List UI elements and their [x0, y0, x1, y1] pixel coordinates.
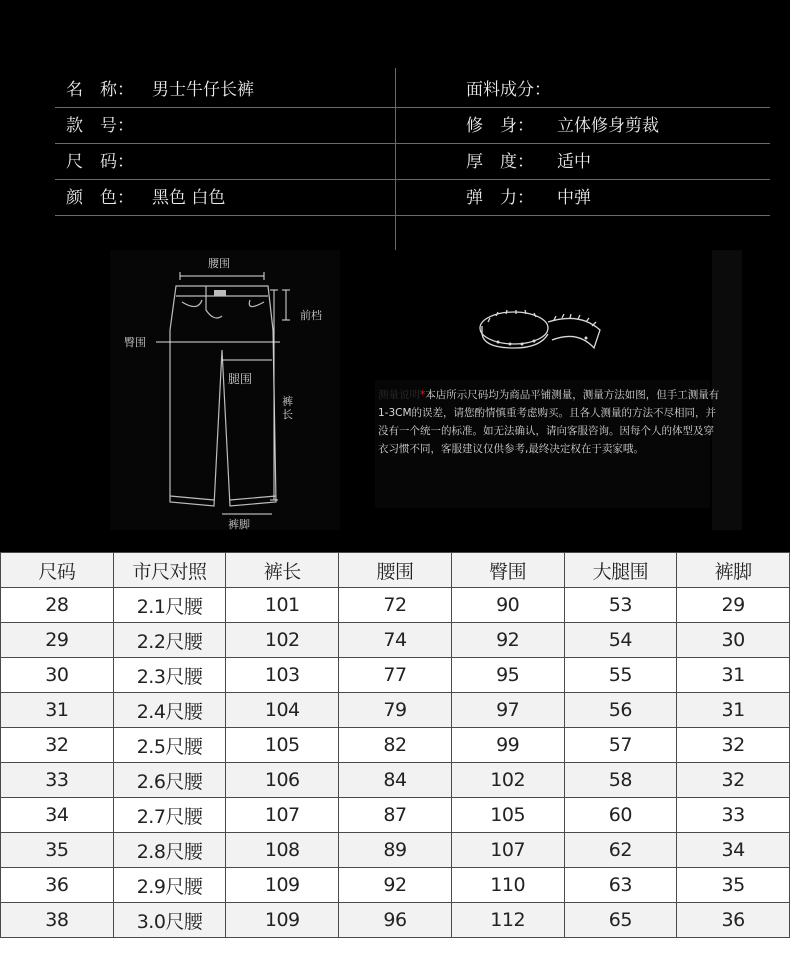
- cell-hem: 33: [677, 798, 790, 833]
- pants-outline-icon: [110, 250, 340, 530]
- spec-key-style-no: 款 号：: [66, 116, 134, 136]
- table-row: [1, 868, 790, 903]
- header-waist: 腰围: [339, 553, 452, 588]
- cell-length: 102: [226, 623, 339, 658]
- cell-waist: 96: [339, 903, 452, 938]
- size-chart-table: [0, 552, 790, 938]
- size-chart-header-row: [1, 553, 790, 588]
- note-star: *: [420, 389, 426, 401]
- spec-key-color: 颜 色：: [66, 188, 134, 208]
- cell-hip: 95: [451, 658, 564, 693]
- cell-length: 104: [226, 693, 339, 728]
- header-hem: 裤脚: [677, 553, 790, 588]
- cell-length: 103: [226, 658, 339, 693]
- cell-waist: 74: [339, 623, 452, 658]
- cell-size: 31: [1, 693, 114, 728]
- cell-length: 106: [226, 763, 339, 798]
- spec-key-thickness: 厚 度：: [466, 152, 534, 172]
- spec-value-name: 男士牛仔长裤: [152, 80, 254, 100]
- cell-length: 105: [226, 728, 339, 763]
- header-size: 尺码: [1, 553, 114, 588]
- cell-size: 28: [1, 588, 114, 623]
- header-chinese-size: 市尺对照: [113, 553, 226, 588]
- cell-hem: 31: [677, 693, 790, 728]
- note-text: 本店所示尺码均为商品平铺测量，测量方法如图，但手工测量有1-3CM的误差，请您酌情慎重考虑购买。且各人测量的方法不尽相同，并没有一个统一的标准。如无法确认，请向客服咨询。因每个人的体型及穿衣习惯不同，客服建议仅供参考,最终决定权在于卖家哦。: [378, 389, 720, 455]
- cell-thigh: 55: [564, 658, 677, 693]
- cell-size: 29: [1, 623, 114, 658]
- cell-length: 101: [226, 588, 339, 623]
- cell-hem: 35: [677, 868, 790, 903]
- header-length: 裤长: [226, 553, 339, 588]
- note-heading: 测量说明: [378, 389, 420, 401]
- cell-chinese-size: 2.1尺腰: [113, 588, 226, 623]
- cell-size: 35: [1, 833, 114, 868]
- cell-hem: 32: [677, 728, 790, 763]
- cell-size: 30: [1, 658, 114, 693]
- cell-hip: 107: [451, 833, 564, 868]
- cell-hip: 97: [451, 693, 564, 728]
- table-row: [1, 658, 790, 693]
- table-row: [1, 588, 790, 623]
- spec-key-fit: 修 身：: [466, 116, 534, 136]
- cell-thigh: 56: [564, 693, 677, 728]
- tape-measure-icon: [470, 300, 610, 360]
- spec-value-color: 黑色 白色: [152, 188, 226, 208]
- cell-length: 109: [226, 868, 339, 903]
- spec-value-stretch: 中弹: [557, 188, 591, 208]
- cell-hem: 29: [677, 588, 790, 623]
- cell-hip: 102: [451, 763, 564, 798]
- table-row: [1, 903, 790, 938]
- cell-chinese-size: 2.7尺腰: [113, 798, 226, 833]
- cell-chinese-size: 2.8尺腰: [113, 833, 226, 868]
- spec-row-size: [55, 144, 770, 180]
- header-thigh: 大腿围: [564, 553, 677, 588]
- table-row: [1, 763, 790, 798]
- cell-thigh: 58: [564, 763, 677, 798]
- spec-row-name: [55, 72, 770, 108]
- cell-waist: 72: [339, 588, 452, 623]
- cell-waist: 84: [339, 763, 452, 798]
- cell-chinese-size: 3.0尺腰: [113, 903, 226, 938]
- cell-hip: 105: [451, 798, 564, 833]
- cell-length: 107: [226, 798, 339, 833]
- spec-key-fabric: 面料成分：: [466, 80, 551, 100]
- spec-row-color: [55, 180, 770, 216]
- spec-value-fit: 立体修身剪裁: [557, 116, 659, 136]
- cell-hip: 90: [451, 588, 564, 623]
- cell-chinese-size: 2.6尺腰: [113, 763, 226, 798]
- spec-key-name: 名 称：: [66, 80, 134, 100]
- cell-chinese-size: 2.2尺腰: [113, 623, 226, 658]
- table-row: [1, 833, 790, 868]
- cell-waist: 82: [339, 728, 452, 763]
- cell-hip: 92: [451, 623, 564, 658]
- cell-hip: 99: [451, 728, 564, 763]
- table-row: [1, 693, 790, 728]
- cell-chinese-size: 2.9尺腰: [113, 868, 226, 903]
- cell-size: 33: [1, 763, 114, 798]
- measurement-note: [378, 386, 723, 458]
- cell-hem: 32: [677, 763, 790, 798]
- cell-thigh: 63: [564, 868, 677, 903]
- cell-size: 32: [1, 728, 114, 763]
- table-row: [1, 728, 790, 763]
- label-hem: 裤脚: [228, 518, 250, 531]
- table-row: [1, 798, 790, 833]
- cell-hem: 30: [677, 623, 790, 658]
- spec-column-divider: [395, 68, 396, 250]
- spec-row-style-no: [55, 108, 770, 144]
- label-hip: 臀围: [124, 336, 146, 349]
- cell-size: 38: [1, 903, 114, 938]
- cell-waist: 92: [339, 868, 452, 903]
- spec-value-thickness: 适中: [557, 152, 591, 172]
- cell-thigh: 60: [564, 798, 677, 833]
- cell-thigh: 65: [564, 903, 677, 938]
- size-chart: [0, 552, 790, 938]
- cell-hem: 31: [677, 658, 790, 693]
- cell-waist: 89: [339, 833, 452, 868]
- cell-length: 108: [226, 833, 339, 868]
- cell-hip: 112: [451, 903, 564, 938]
- spec-key-stretch: 弹 力：: [466, 188, 534, 208]
- cell-thigh: 57: [564, 728, 677, 763]
- table-row: [1, 623, 790, 658]
- cell-size: 34: [1, 798, 114, 833]
- cell-waist: 77: [339, 658, 452, 693]
- cell-thigh: 62: [564, 833, 677, 868]
- spec-key-size: 尺 码：: [66, 152, 134, 172]
- cell-chinese-size: 2.3尺腰: [113, 658, 226, 693]
- label-thigh: 腿围: [228, 372, 253, 386]
- cell-hem: 36: [677, 903, 790, 938]
- cell-hem: 34: [677, 833, 790, 868]
- cell-chinese-size: 2.5尺腰: [113, 728, 226, 763]
- cell-size: 36: [1, 868, 114, 903]
- label-length: 裤长: [282, 395, 293, 421]
- header-hip: 臀围: [451, 553, 564, 588]
- cell-waist: 79: [339, 693, 452, 728]
- label-front-rise: 前档: [300, 309, 322, 322]
- cell-thigh: 54: [564, 623, 677, 658]
- cell-length: 109: [226, 903, 339, 938]
- cell-waist: 87: [339, 798, 452, 833]
- label-waist: 腰围: [208, 257, 230, 270]
- cell-hip: 110: [451, 868, 564, 903]
- cell-thigh: 53: [564, 588, 677, 623]
- cell-chinese-size: 2.4尺腰: [113, 693, 226, 728]
